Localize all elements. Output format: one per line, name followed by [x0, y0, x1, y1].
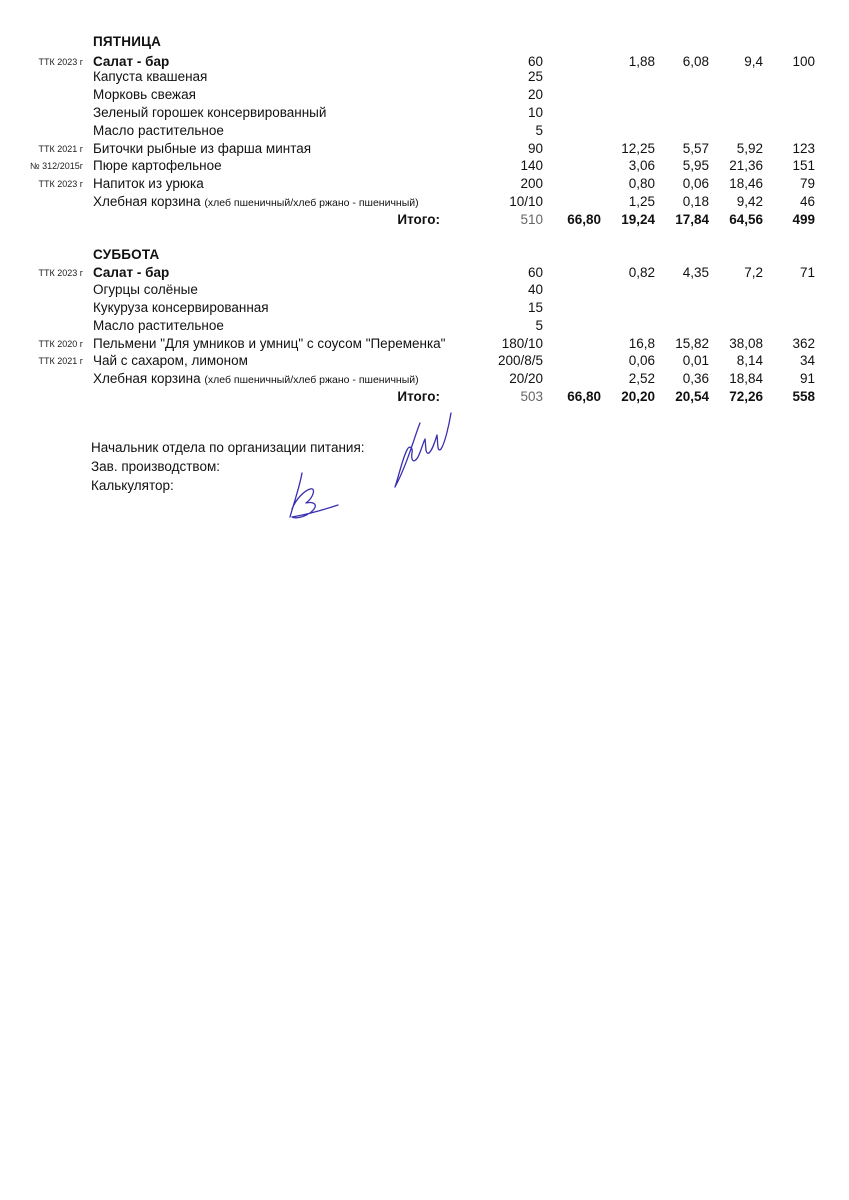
dish-name: Зеленый горошек консервированный	[93, 105, 327, 120]
dish-fat: 15,82	[675, 336, 709, 351]
dish-carbs: 38,08	[729, 336, 763, 351]
menu-row	[0, 299, 849, 317]
total-carbs: 72,26	[729, 389, 763, 404]
total-label: Итого:	[397, 389, 440, 404]
dish-name: Чай с сахаром, лимоном	[93, 353, 248, 368]
dish-weight: 5	[535, 123, 543, 138]
dish-name: Морковь свежая	[93, 87, 196, 102]
dish-protein: 16,8	[628, 336, 655, 351]
dish-weight: 90	[527, 141, 543, 156]
day-title-friday: ПЯТНИЦА	[93, 34, 162, 49]
menu-row	[0, 104, 849, 122]
menu-row	[0, 352, 849, 370]
dish-energy: 100	[792, 54, 815, 69]
dish-energy: 91	[799, 371, 815, 386]
dish-weight: 200	[520, 176, 543, 191]
menu-row	[0, 122, 849, 140]
total-protein: 19,24	[621, 212, 655, 227]
dish-name: Пюре картофельное	[93, 158, 222, 173]
dish-weight: 20	[527, 87, 543, 102]
dish-energy: 71	[799, 265, 815, 280]
recipe-code: ТТК 2020 г	[38, 339, 83, 349]
dish-protein: 0,80	[628, 176, 655, 191]
total-label: Итого:	[397, 212, 440, 227]
handwritten-signature-head	[385, 395, 465, 495]
dish-name	[93, 370, 419, 389]
total-fat: 20,54	[675, 389, 709, 404]
menu-row	[0, 281, 849, 299]
dish-fat: 0,01	[682, 353, 709, 368]
handwritten-signature-production	[280, 465, 350, 525]
dish-protein: 0,82	[628, 265, 655, 280]
dish-weight: 10	[527, 105, 543, 120]
dish-name: Салат - бар	[93, 265, 170, 280]
signature-line-calculator: Калькулятор:	[91, 478, 174, 493]
dish-name: Пельмени "Для умников и умниц" с соусом "Переменка"	[93, 336, 446, 351]
dish-name: Салат - бар	[93, 54, 170, 69]
dish-name: Масло растительное	[93, 123, 224, 138]
total-energy: 558	[792, 389, 815, 404]
menu-row	[0, 264, 849, 282]
dish-fat: 5,95	[682, 158, 709, 173]
total-row	[0, 211, 849, 229]
recipe-code: № 312/2015г	[30, 161, 83, 171]
menu-row	[0, 370, 849, 388]
dish-weight: 20/20	[509, 371, 543, 386]
dish-weight: 200/8/5	[497, 353, 543, 368]
dish-energy: 151	[792, 158, 815, 173]
menu-row	[0, 317, 849, 335]
dish-fat: 0,06	[682, 176, 709, 191]
dish-carbs: 5,92	[736, 141, 763, 156]
dish-note: (хлеб пшеничный/хлеб ржано - пшеничный)	[204, 374, 419, 386]
dish-protein: 1,25	[628, 194, 655, 209]
signature-line-head: Начальник отдела по организации питания:	[91, 440, 365, 455]
dish-energy: 34	[799, 353, 815, 368]
menu-row	[0, 157, 849, 175]
dish-protein: 0,06	[628, 353, 655, 368]
dish-weight: 15	[527, 300, 543, 315]
dish-fat: 4,35	[682, 265, 709, 280]
menu-row	[0, 335, 849, 353]
dish-protein: 3,06	[628, 158, 655, 173]
menu-row	[0, 140, 849, 158]
total-price: 66,80	[567, 389, 601, 404]
recipe-code: ТТК 2021 г	[38, 144, 83, 154]
recipe-code: ТТК 2023 г	[38, 179, 83, 189]
dish-carbs: 7,2	[744, 265, 763, 280]
dish-weight: 40	[527, 282, 543, 297]
dish-protein: 1,88	[628, 54, 655, 69]
menu-row	[0, 193, 849, 211]
dish-name: Масло растительное	[93, 318, 224, 333]
dish-carbs: 18,84	[729, 371, 763, 386]
dish-weight: 140	[520, 158, 543, 173]
dish-weight: 25	[527, 69, 543, 84]
total-fat: 17,84	[675, 212, 709, 227]
total-carbs: 64,56	[729, 212, 763, 227]
total-weight: 503	[520, 389, 543, 404]
dish-weight: 180/10	[501, 336, 543, 351]
recipe-code: ТТК 2021 г	[38, 356, 83, 366]
menu-row	[0, 86, 849, 104]
day-title-saturday: СУББОТА	[93, 247, 160, 262]
recipe-code: ТТК 2023 г	[38, 268, 83, 278]
dish-name: Биточки рыбные из фарша минтая	[93, 141, 312, 156]
dish-weight: 10/10	[509, 194, 543, 209]
dish-name: Капуста квашеная	[93, 69, 208, 84]
total-protein: 20,20	[621, 389, 655, 404]
dish-name: Напиток из урюка	[93, 176, 204, 191]
dish-carbs: 18,46	[729, 176, 763, 191]
total-energy: 499	[792, 212, 815, 227]
dish-fat: 0,18	[682, 194, 709, 209]
dish-energy: 79	[799, 176, 815, 191]
dish-carbs: 8,14	[736, 353, 763, 368]
dish-name-text: Хлебная корзина	[93, 371, 201, 386]
total-weight: 510	[520, 212, 543, 227]
dish-protein: 2,52	[628, 371, 655, 386]
dish-protein: 12,25	[621, 141, 655, 156]
recipe-code: ТТК 2023 г	[38, 57, 83, 67]
dish-fat: 0,36	[682, 371, 709, 386]
dish-note: (хлеб пшеничный/хлеб ржано - пшеничный)	[204, 197, 419, 209]
dish-carbs: 21,36	[729, 158, 763, 173]
dish-energy: 362	[792, 336, 815, 351]
dish-name: Кукуруза консервированная	[93, 300, 269, 315]
dish-name	[93, 193, 419, 212]
dish-fat: 6,08	[682, 54, 709, 69]
dish-weight: 5	[535, 318, 543, 333]
dish-energy: 123	[792, 141, 815, 156]
dish-carbs: 9,42	[736, 194, 763, 209]
dish-fat: 5,57	[682, 141, 709, 156]
dish-name-text: Хлебная корзина	[93, 194, 201, 209]
dish-name: Огурцы солёные	[93, 282, 198, 297]
signature-line-production: Зав. производством:	[91, 459, 220, 474]
menu-row	[0, 68, 849, 86]
dish-weight: 60	[527, 54, 543, 69]
dish-energy: 46	[799, 194, 815, 209]
menu-row	[0, 175, 849, 193]
total-price: 66,80	[567, 212, 601, 227]
dish-weight: 60	[527, 265, 543, 280]
dish-carbs: 9,4	[744, 54, 763, 69]
